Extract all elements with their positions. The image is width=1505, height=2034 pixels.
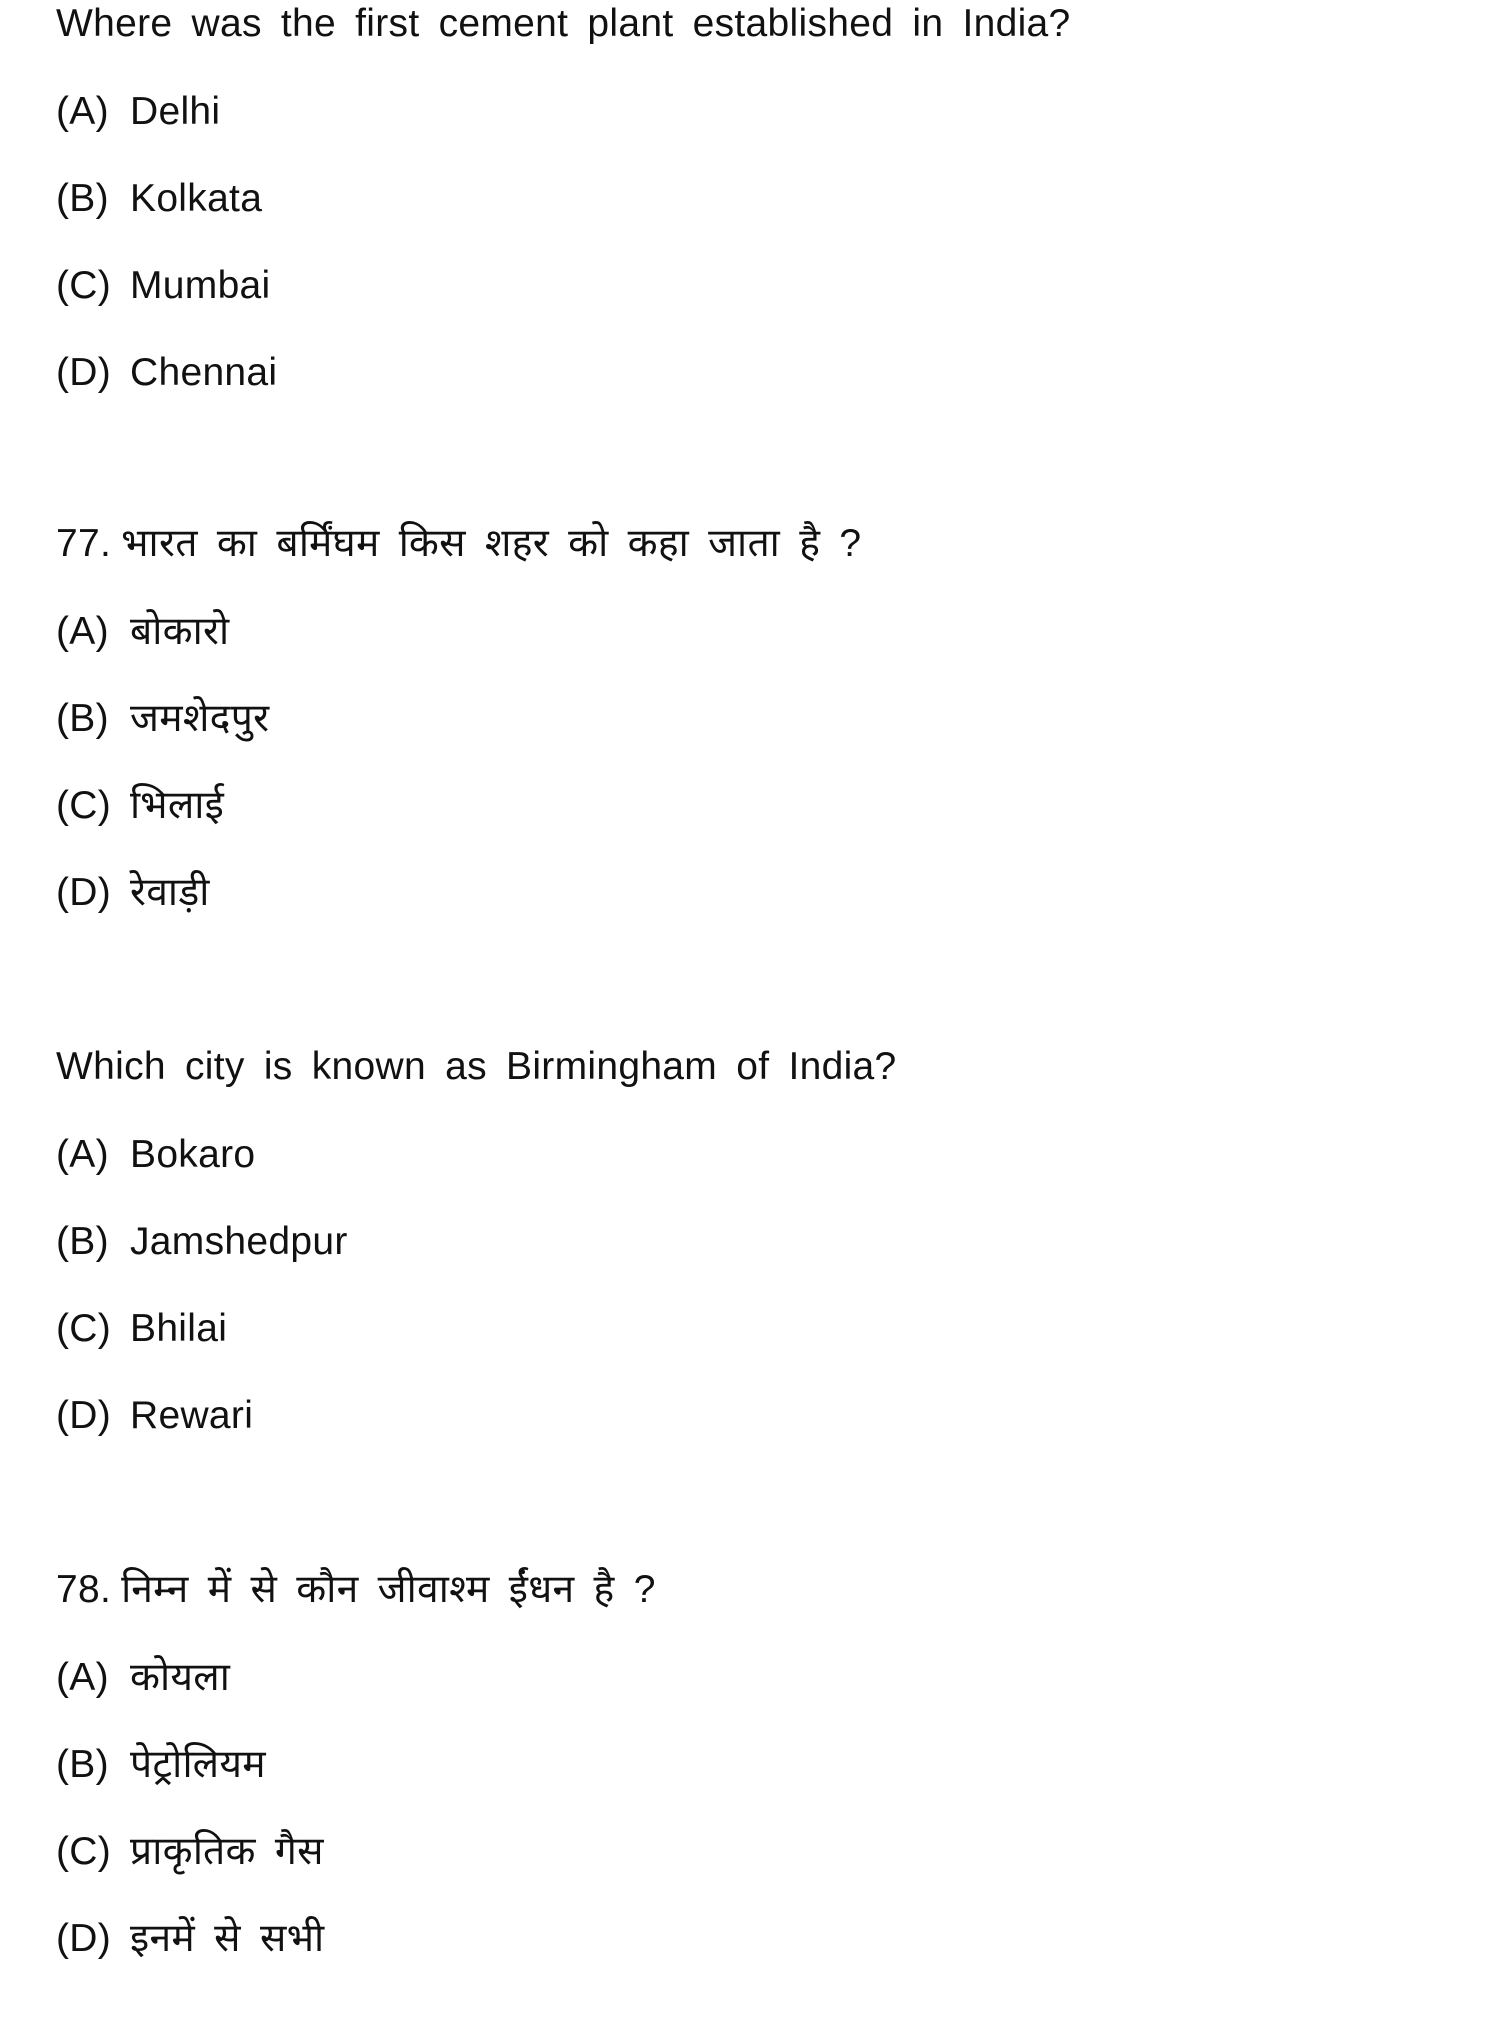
option-text: प्राकृतिक गैस (130, 1830, 324, 1873)
option-text: Delhi (130, 90, 221, 133)
option-text: Chennai (130, 351, 278, 394)
option-text: भिलाई (130, 784, 225, 827)
option-label: (B) (56, 1220, 109, 1263)
option-c (56, 1305, 227, 1353)
option-text: Bokaro (130, 1133, 256, 1176)
option-label: (D) (56, 871, 112, 914)
option-a (56, 1654, 230, 1702)
option-a (56, 1131, 255, 1179)
option-text: Kolkata (130, 177, 263, 220)
option-label: (C) (56, 1307, 112, 1350)
option-label: (A) (56, 1133, 109, 1176)
option-text: बोकारो (130, 610, 230, 653)
option-text: पेट्रोलियम (130, 1743, 266, 1786)
question-text: Where was the first cement plant established in India? (56, 2, 1071, 45)
option-label: (C) (56, 1830, 112, 1873)
option-text: Mumbai (130, 264, 271, 307)
question-text: निम्न में से कौन जीवाश्म ईंधन है ? (121, 1568, 656, 1611)
option-c (56, 1828, 324, 1876)
question-text: Which city is known as Birmingham of India? (56, 1045, 897, 1088)
option-text: Rewari (130, 1394, 254, 1437)
question-text: भारत का बर्मिंघम किस शहर को कहा जाता है ? (121, 522, 862, 565)
option-b (56, 695, 269, 743)
option-text: रेवाड़ी (130, 871, 210, 914)
option-d (56, 349, 277, 397)
option-d (56, 1915, 324, 1963)
option-label: (C) (56, 784, 112, 827)
question-number: 77. (56, 522, 112, 565)
option-d (56, 1392, 253, 1440)
question-number: 78. (56, 1568, 112, 1611)
option-c (56, 782, 224, 830)
option-b (56, 1741, 266, 1789)
option-a (56, 88, 220, 136)
option-label: (D) (56, 1917, 112, 1960)
option-a (56, 608, 229, 656)
option-label: (D) (56, 351, 112, 394)
option-label: (C) (56, 264, 112, 307)
option-label: (B) (56, 177, 109, 220)
option-b (56, 1218, 348, 1266)
question-line (56, 520, 861, 568)
option-label: (A) (56, 1656, 109, 1699)
question-line (56, 1566, 656, 1614)
option-c (56, 262, 271, 310)
option-text: कोयला (130, 1656, 231, 1699)
option-text: Bhilai (130, 1307, 228, 1350)
option-label: (B) (56, 1743, 109, 1786)
option-text: जमशेदपुर (130, 697, 270, 740)
option-text: इनमें से सभी (130, 1917, 325, 1960)
option-label: (B) (56, 697, 109, 740)
option-d (56, 869, 210, 917)
option-text: Jamshedpur (130, 1220, 348, 1263)
option-label: (D) (56, 1394, 112, 1437)
option-b (56, 175, 262, 223)
option-label: (A) (56, 90, 109, 133)
option-label: (A) (56, 610, 109, 653)
